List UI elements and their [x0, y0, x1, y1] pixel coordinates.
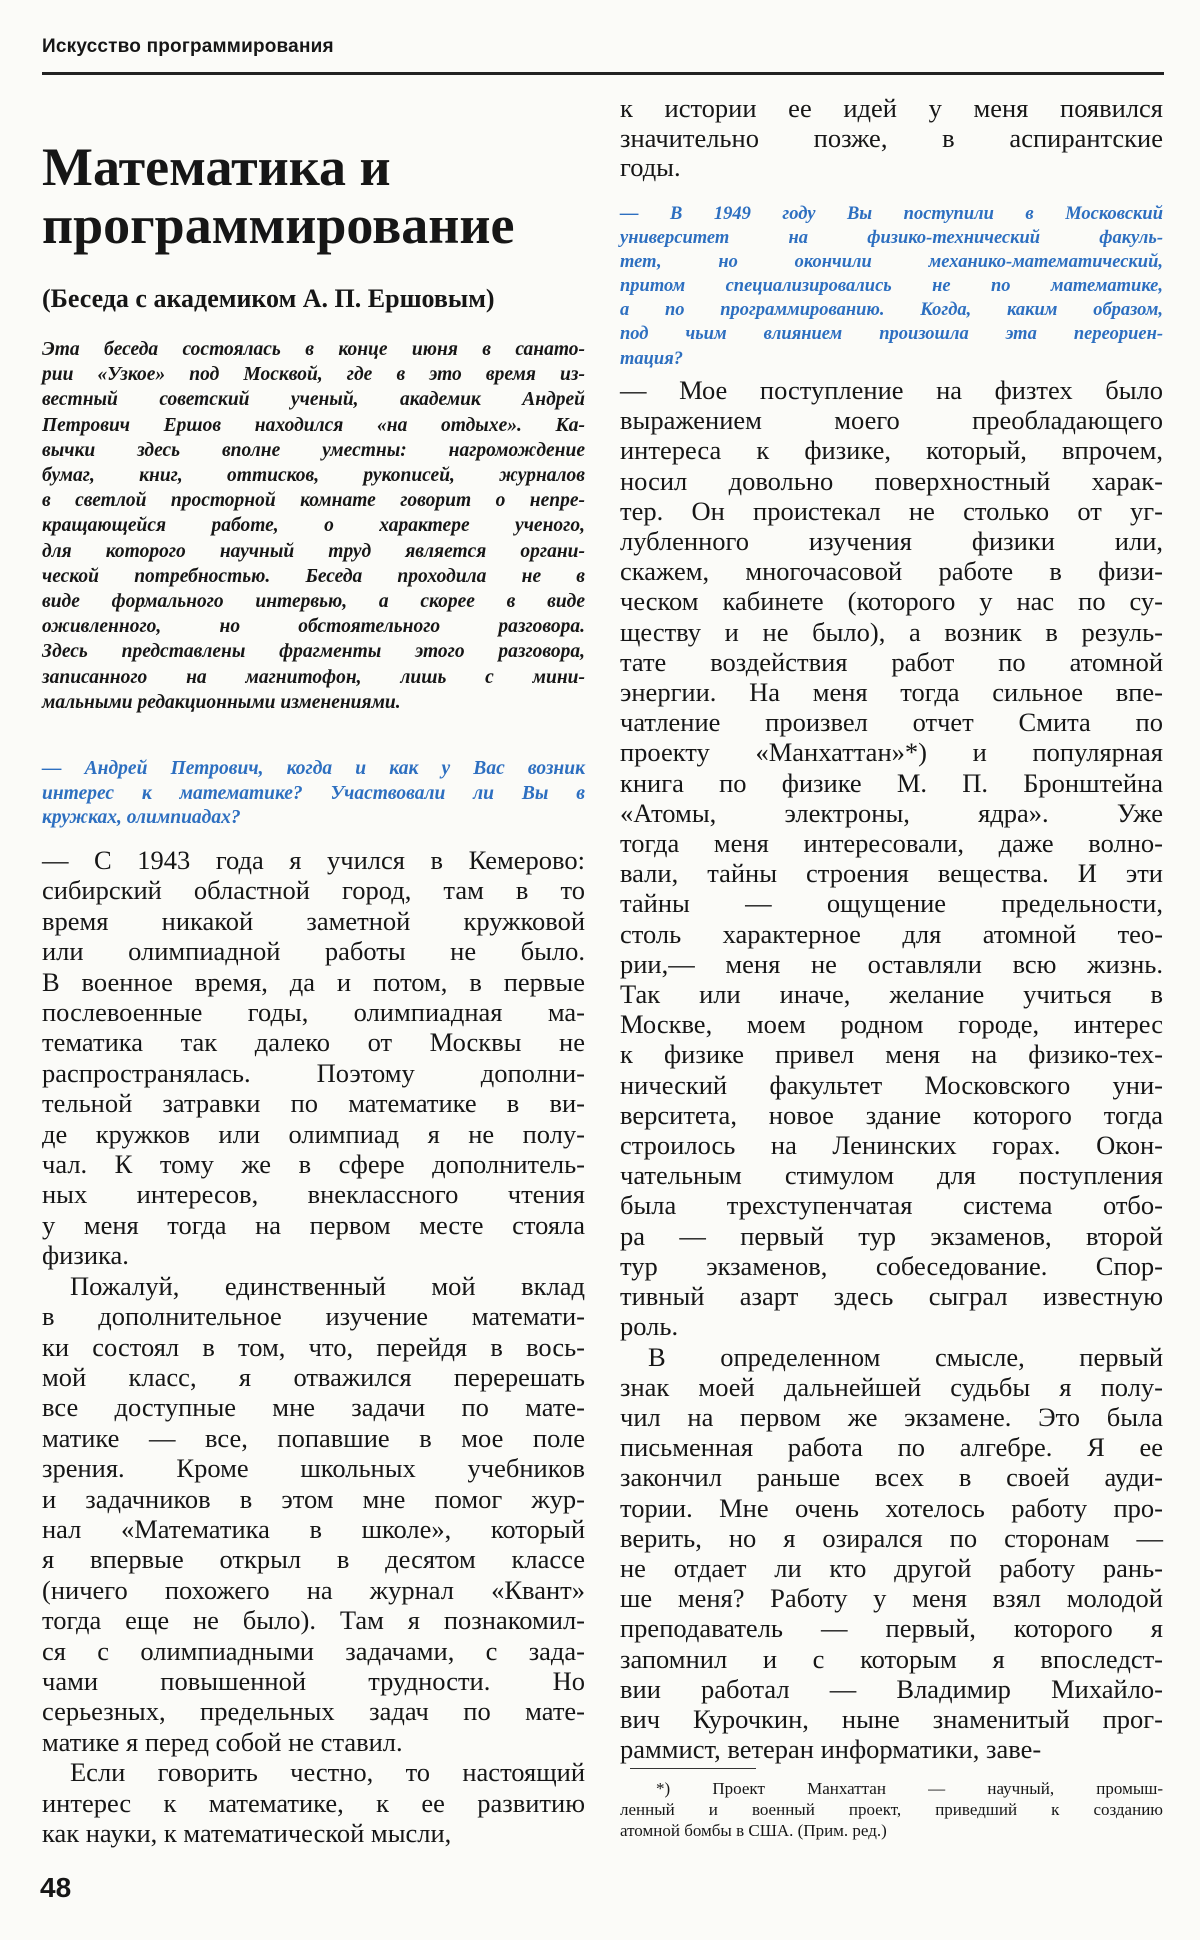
- text-line: а по программированию. Когда, каким образом,: [620, 300, 1163, 321]
- text-line: тогда меня интересовали, даже волно-: [620, 828, 1163, 859]
- text-line: в светлой просторной комнате говорит о непре-: [42, 490, 585, 512]
- footnote-rule: [630, 1768, 756, 1769]
- text-line: под чьим влиянием произошла эта переориен-: [620, 324, 1163, 345]
- text-line: тематика так далеко от Москвы не: [42, 1027, 585, 1058]
- text-line: Так или иначе, желание учиться в: [620, 979, 1163, 1010]
- text-line: рии «Узкое» под Москвой, где в это время из-: [42, 364, 585, 386]
- text-line: тате воздействия работ по атомной: [620, 646, 1163, 677]
- text-line: ществу и не было), а возник в резуль-: [620, 616, 1163, 647]
- text-line: тогда еще не было). Там я познакомил-: [42, 1605, 585, 1636]
- text-line: университет на физико-технический факуль-: [620, 228, 1163, 249]
- text-line: вии работал — Владимир Михайло-: [620, 1673, 1163, 1704]
- text-line: вестный советский ученый, академик Андрей: [42, 389, 585, 411]
- header-rule: [42, 72, 1164, 75]
- text-line: «Атомы, электроны, ядра». Уже: [620, 797, 1163, 828]
- text-line: нал «Математика в школе», который: [42, 1513, 585, 1544]
- text-line: чал. К тому же в сфере дополнитель-: [42, 1149, 585, 1180]
- text-line: была трехступенчатая система отбо-: [620, 1190, 1163, 1221]
- text-line: верситета, новое здание которого тогда: [620, 1099, 1163, 1130]
- text-line: — С 1943 года я учился в Кемерово:: [42, 845, 585, 875]
- text-line: тет, но окончили механико-математический,: [620, 252, 1163, 273]
- text-line: Эта беседа состоялась в конце июня в санато-: [42, 339, 585, 360]
- text-line: тивный азарт здесь сыграл известную: [620, 1281, 1163, 1312]
- text-line: знак моей дальнейшей судьбы я полу-: [620, 1371, 1163, 1402]
- text-line: рии,— меня не оставляли всю жизнь.: [620, 948, 1163, 979]
- paragraph: [42, 757, 585, 831]
- text-line: столь характерное для атомной тео-: [620, 918, 1163, 949]
- text-line: письменная работа по алгебре. Я ее: [620, 1432, 1163, 1463]
- footnote-line: атомной бомбы в США. (Прим. ред.): [620, 1821, 887, 1840]
- text-line: оживленного, но обстоятельного разговора.: [42, 616, 585, 638]
- text-line: энергии. На меня тогда сильное впе-: [620, 677, 1163, 708]
- text-line: матике я перед собой не ставил.: [42, 1726, 403, 1757]
- text-line: интерес к математике? Участвовали ли Вы в: [42, 782, 585, 804]
- text-line: тайны — ощущение предельности,: [620, 888, 1163, 919]
- text-line: или олимпиадной работы не было.: [42, 936, 585, 967]
- text-line: проекту «Манхаттан»*) и популярная: [620, 737, 1163, 768]
- question-2: [620, 202, 1163, 371]
- text-line: (ничего похожего на журнал «Квант»: [42, 1574, 585, 1605]
- text-line: — Андрей Петрович, когда и как у Вас возник: [42, 758, 585, 779]
- text-line: вали, тайны строения вещества. И эти: [620, 858, 1163, 889]
- text-line: все доступные мне задачи по мате-: [42, 1392, 585, 1423]
- paragraph: [620, 94, 1163, 183]
- text-line: записанного на магнитофон, лишь с мини-: [42, 666, 585, 688]
- text-line: сибирский областной город, там в то: [42, 875, 585, 906]
- text-line: запомнил и с которым я впоследст-: [620, 1643, 1163, 1674]
- text-line: годы.: [620, 152, 681, 183]
- text-line: тории. Мне очень хотелось работу про-: [620, 1492, 1163, 1523]
- text-line: скажем, многочасовой работе в физи-: [620, 556, 1163, 587]
- running-header: Искусство программирования: [42, 36, 334, 57]
- text-line: выражением моего преобладающего: [620, 405, 1163, 436]
- text-line: физика.: [42, 1240, 129, 1271]
- footnote: [620, 1778, 1163, 1841]
- text-line: Петрович Ершов находился «на отдыхе». Ка-: [42, 414, 585, 436]
- paragraph: [42, 1757, 585, 1848]
- question-1: [42, 757, 585, 831]
- text-line: к физике привел меня на физико-тех-: [620, 1039, 1163, 1070]
- text-line: преподаватель — первый, которого я: [620, 1613, 1163, 1644]
- text-line: роль.: [620, 1311, 679, 1342]
- text-line: ся с олимпиадными задачами, с зада-: [42, 1635, 585, 1666]
- page-number: 48: [40, 1872, 72, 1903]
- text-line: тельной затравки по математике в ви-: [42, 1088, 585, 1119]
- text-line: кращающейся работе, о характере ученого,: [42, 515, 585, 537]
- text-line: значительно позже, в аспирантские: [620, 122, 1163, 153]
- article-title: [42, 138, 602, 254]
- paragraph: [42, 1271, 585, 1758]
- text-line: вич Курочкин, ныне знаменитый прог-: [620, 1703, 1163, 1734]
- text-line: серьезных, предельных задач по мате-: [42, 1696, 585, 1727]
- text-line: тация?: [620, 348, 683, 369]
- text-line: В определенном смысле, первый: [648, 1341, 1163, 1372]
- left-column-body: [42, 845, 585, 1848]
- text-line: де кружков или олимпиад я не полу-: [42, 1118, 585, 1149]
- text-line: зрения. Кроме школьных учебников: [42, 1453, 585, 1484]
- title-line: Математика и: [42, 137, 391, 197]
- text-line: Здесь представлены фрагменты этого разговора,: [42, 641, 585, 663]
- text-line: интереса к физике, который, впрочем,: [620, 435, 1163, 466]
- text-line: притом специализировались не по математике,: [620, 276, 1163, 297]
- text-line: Москве, моем родном городе, интерес: [620, 1009, 1163, 1040]
- text-line: чатление произвел отчет Смита по: [620, 707, 1163, 738]
- paragraph: [620, 202, 1163, 371]
- title-line: программирование: [42, 195, 515, 255]
- text-line: чами повышенной трудности. Но: [42, 1665, 585, 1696]
- text-line: бумаг, книг, оттисков, рукописей, журналов: [42, 465, 585, 487]
- text-line: у меня тогда на первом месте стояла: [42, 1209, 585, 1240]
- paragraph: [42, 337, 585, 715]
- text-line: лубленного изучения физики или,: [620, 526, 1163, 557]
- right-column-continuation: [620, 94, 1163, 183]
- text-line: кружках, олимпиадах?: [42, 807, 241, 828]
- article-subtitle: (Беседа с академиком А. П. Ершовым): [42, 284, 495, 313]
- text-line: ческой потребностью. Беседа проходила не в: [42, 565, 585, 587]
- text-line: — Мое поступление на физтех было: [620, 375, 1163, 405]
- text-line: раммист, ветеран информатики, заве-: [620, 1734, 1042, 1765]
- text-line: ше меня? Работу у меня взял молодой: [620, 1583, 1163, 1614]
- paragraph: [42, 845, 585, 1271]
- text-line: для которого научный труд является органи-: [42, 540, 585, 562]
- text-line: — В 1949 году Вы поступили в Московский: [620, 204, 1163, 224]
- text-line: вычки здесь вполне уместны: нагромождение: [42, 439, 585, 461]
- text-line: как науки, к математической мысли,: [42, 1818, 452, 1848]
- text-line: мой класс, я отважился перерешать: [42, 1361, 585, 1392]
- paragraph: [620, 1342, 1163, 1765]
- text-line: строилось на Ленинских горах. Окон-: [620, 1130, 1163, 1161]
- intro-paragraph: [42, 337, 585, 715]
- text-line: ки состоял в том, что, перейдя в вось-: [42, 1331, 585, 1362]
- text-line: чательным стимулом для поступления: [620, 1160, 1163, 1191]
- text-line: верить, но я озирался по сторонам —: [620, 1522, 1163, 1553]
- text-line: ных интересов, внеклассного чтения: [42, 1179, 585, 1210]
- text-line: послевоенные годы, олимпиадная ма-: [42, 997, 585, 1028]
- text-line: я впервые открыл в десятом классе: [42, 1544, 585, 1575]
- text-line: не отдает ли кто другой работу рань-: [620, 1552, 1163, 1583]
- text-line: виде формального интервью, а скорее в виде: [42, 591, 585, 613]
- text-line: Пожалуй, единственный мой вклад: [70, 1270, 585, 1301]
- text-line: нический факультет Московского уни-: [620, 1069, 1163, 1100]
- text-line: Если говорить честно, то настоящий: [70, 1757, 585, 1788]
- text-line: тур экзаменов, собеседование. Спор-: [620, 1250, 1163, 1281]
- text-line: книга по физике М. П. Бронштейна: [620, 767, 1163, 798]
- text-line: матике — все, попавшие в мое поле: [42, 1422, 585, 1453]
- text-line: В военное время, да и потом, в первые: [42, 966, 585, 997]
- text-line: ческом кабинете (которого у нас по су-: [620, 586, 1163, 617]
- text-line: закончил раньше всех в своей ауди-: [620, 1462, 1163, 1493]
- text-line: в дополнительное изучение математи-: [42, 1301, 585, 1332]
- text-line: интерес к математике, к ее развитию: [42, 1787, 585, 1818]
- text-line: время никакой заметной кружковой: [42, 905, 585, 936]
- footnote-line: ленный и военный проект, приведший к созданию: [620, 1800, 1163, 1819]
- text-line: тер. Он проистекал не столько от уг-: [620, 495, 1163, 526]
- text-line: к истории ее идей у меня появился: [620, 93, 1163, 123]
- paragraph: [620, 375, 1163, 1342]
- text-line: мальными редакционными изменениями.: [42, 691, 401, 713]
- text-line: чил на первом же экзамене. Это была: [620, 1401, 1163, 1432]
- text-line: ра — первый тур экзаменов, второй: [620, 1220, 1163, 1251]
- footnote-line: *) Проект Манхаттан — научный, промыш-: [656, 1779, 1163, 1798]
- text-line: и задачников в этом мне помог жур-: [42, 1483, 585, 1514]
- text-line: распространялась. Поэтому дополни-: [42, 1057, 585, 1088]
- right-column-body: [620, 375, 1163, 1764]
- text-line: носил довольно поверхностный харак-: [620, 465, 1163, 496]
